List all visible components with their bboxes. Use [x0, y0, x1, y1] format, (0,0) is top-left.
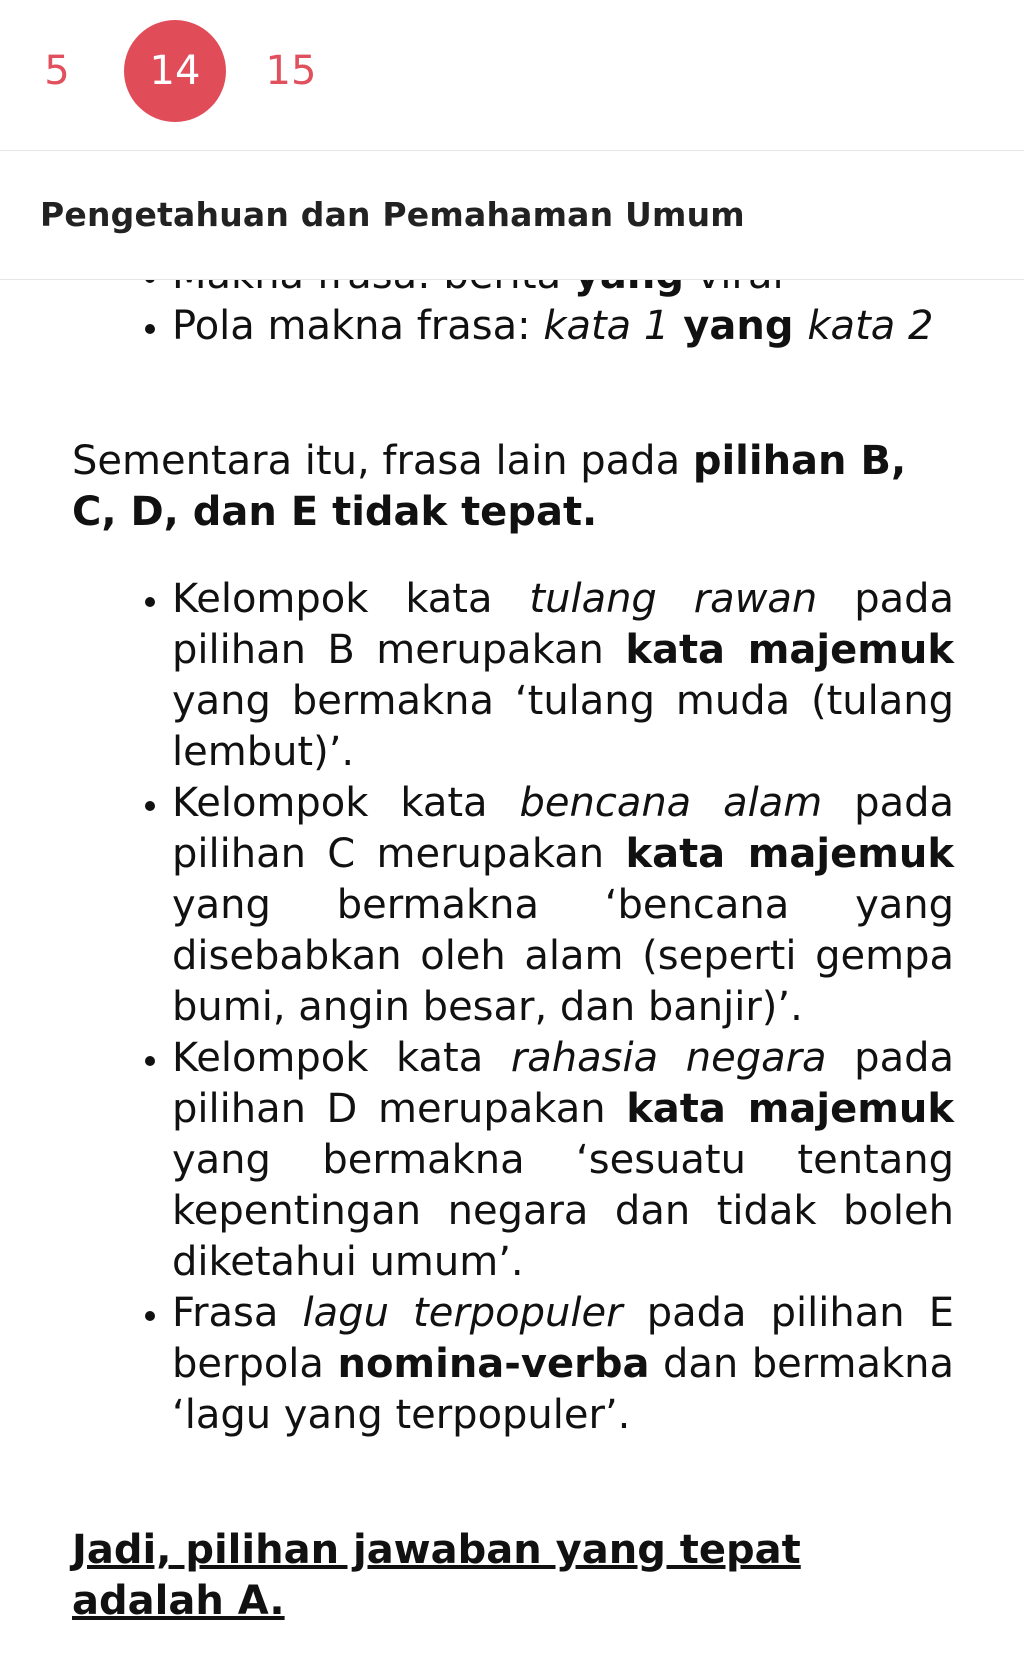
list-item: • Kelompok kata tulang rawan pada pilihan B merupakan kata majemuk yang bermakna ‘tulang muda (tulang lembut)’.	[172, 574, 954, 778]
list-item: • Frasa lagu terpopuler pada pilihan E berpola nomina-verba dan bermakna ‘lagu yang terpopuler’.	[172, 1288, 954, 1441]
pagination-bar	[0, 0, 1024, 151]
conclusion-text: Jadi, pilihan jawaban yang tepat adalah A.	[72, 1527, 801, 1624]
explanation-paragraph: Sementara itu, frasa lain pada pilihan B, C, D, dan E tidak tepat.	[72, 438, 907, 535]
list-item: • Kelompok kata rahasia negara pada pilihan D merupakan kata majemuk yang bermakna ‘sesuatu tentang kepentingan negara dan tidak boleh diketahui umum’.	[172, 1033, 954, 1288]
explanation-content	[72, 250, 954, 1627]
options-list	[72, 574, 954, 1441]
page-15-link[interactable]: 15	[265, 48, 317, 94]
list-item: • Pola makna frasa: kata 1 yang kata 2	[172, 301, 954, 352]
list-item: • Kelompok kata bencana alam pada pilihan C merupakan kata majemuk yang bermakna ‘bencana yang disebabkan oleh alam (seperti gempa bumi, angin besar, dan banjir)’.	[172, 778, 954, 1033]
page-14-current[interactable]: 14	[124, 20, 226, 122]
section-title: Pengetahuan dan Pemahaman Umum	[40, 195, 745, 234]
section-header	[0, 151, 1024, 280]
page-5-link[interactable]: 5	[44, 48, 70, 94]
